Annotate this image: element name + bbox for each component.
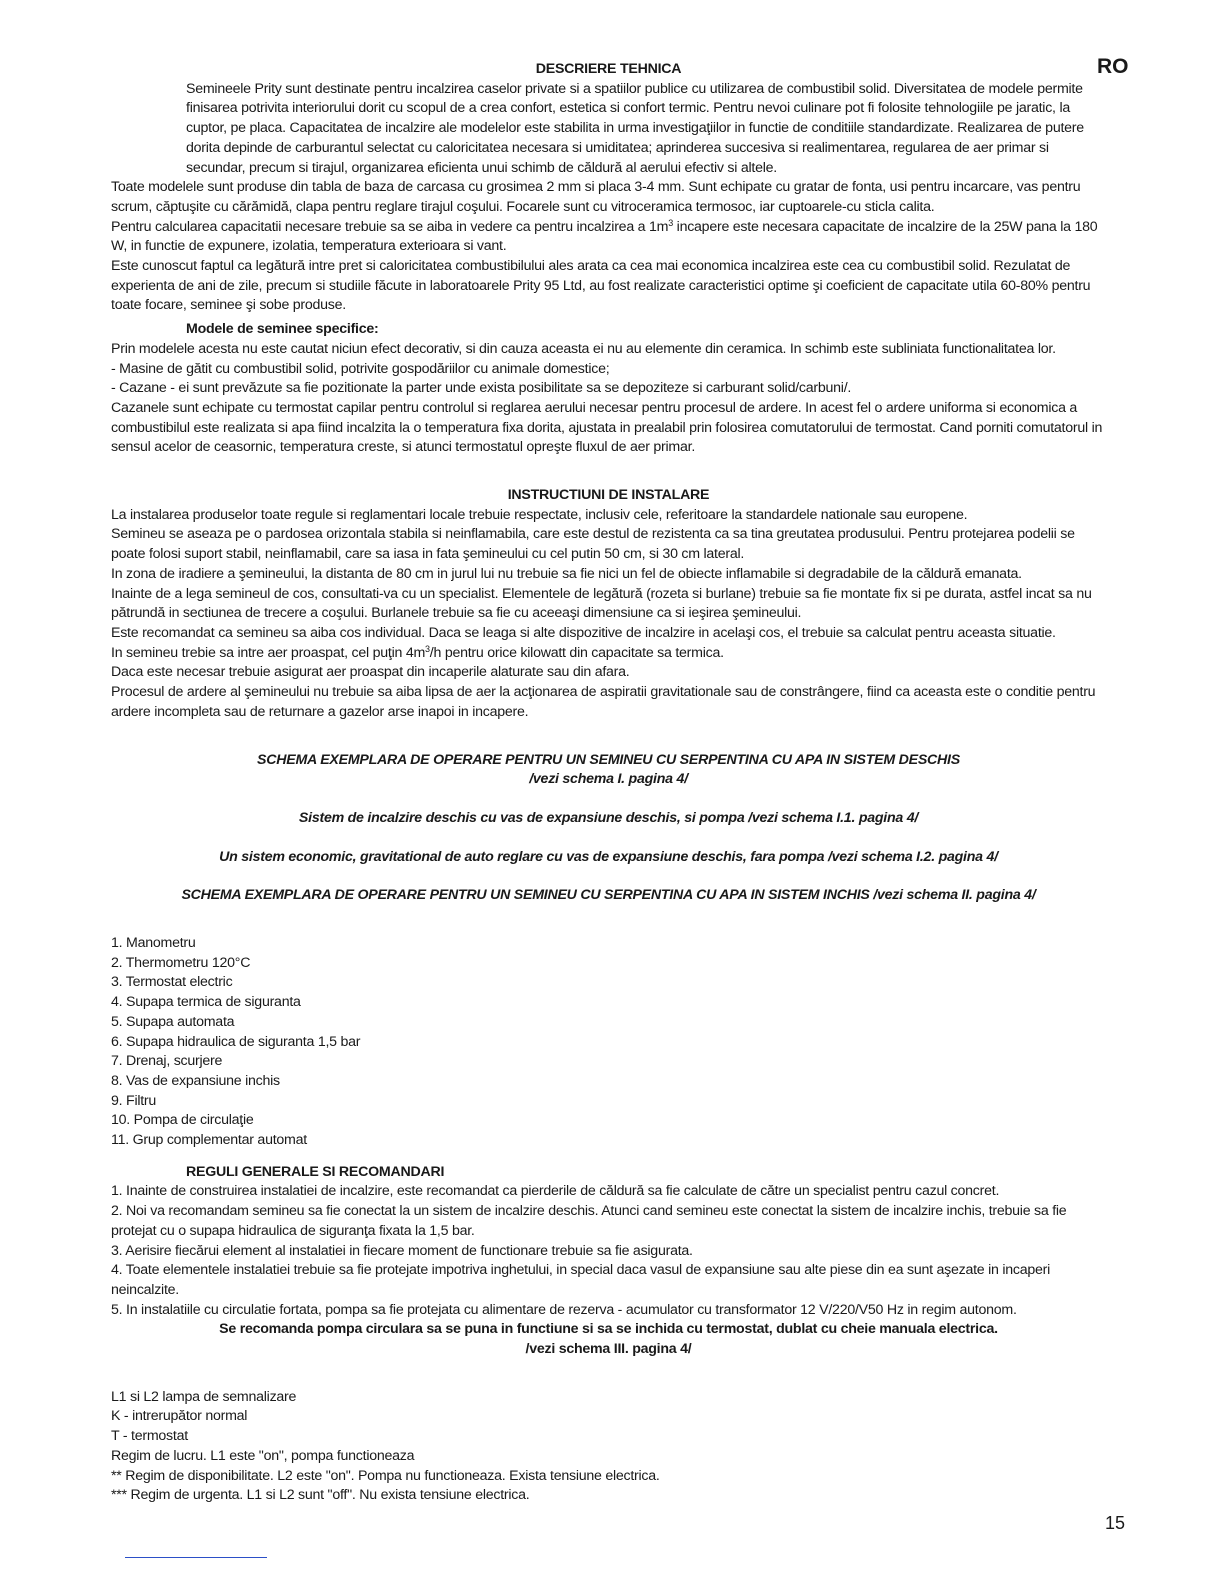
- rule-item: 3. Aerisire fiecărui element al instalatiei in fiecare moment de functionare trebuie sa fie asigurata.: [111, 1242, 693, 1259]
- rule-item: 5. In instalatiile cu circulatie fortata, pompa sa fie protejata cu alimentare de rezerva - acumulator cu transformator 12 V/220/V50 Hz in regim autonom.: [111, 1301, 1017, 1318]
- heading-descriere-tehnica: DESCRIERE TEHNICA: [535, 61, 682, 77]
- list-item: 6. Supapa hidraulica de siguranta 1,5 bar: [111, 1033, 361, 1050]
- paragraph: [111, 644, 1106, 664]
- pump-recommendation: Se recomanda pompa circulara sa se puna in functiune si sa se inchida cu termostat, dublat cu cheie manuala electrica.: [219, 1321, 998, 1338]
- legend-item: *** Regim de urgenta. L1 si L2 sunt "off". Nu exista tensiune electrica.: [111, 1487, 530, 1504]
- heading-instructiuni-instalare: INSTRUCTIUNI DE INSTALARE: [507, 487, 710, 504]
- paragraph: Semineele Prity sunt destinate pentru incalzirea caselor private si a spatiilor publice cu utilizarea de combustibil solid. Diversitatea de modele permite finisarea potrivita interiorului dorit cu scopul de a crea confort, estetica si confort termic. Pentru nevoi culinare pot fi folosite tehnologiile pe jaratic, la cuptor, pe placa. Capacitatea de incalzire ale modelelor este stabilita in urma investigaţiilor in functie de conditiile standardizate. Realizarea de putere dorita depinde de carburantul selectat cu caloricitatea necesara si umiditatea; aprinderea succesiva si realimentarea, regularea de aer primar si secundar, precum si tirajul, organizarea eficienta unui schimb de căldură al aerului efectiv si altele.: [186, 80, 1084, 176]
- section-descriere-tehnica: [111, 60, 1106, 316]
- page-number: 15: [1105, 1513, 1126, 1533]
- list-item: 1. Manometru: [111, 935, 196, 952]
- language-code: RO: [1097, 55, 1129, 78]
- list-item: 11. Grup complementar automat: [111, 1132, 307, 1149]
- rule-item: 4. Toate elementele instalatiei trebuie sa fie protejate impotriva inghetului, in special daca vasul de expansiune sau alte piese din ea sunt aşezate in incaperi neincalzite.: [111, 1262, 1051, 1298]
- section-scheme: [111, 751, 1106, 907]
- paragraph: In zona de iradiere a şemineului, la distanta de 80 cm in jurul lui nu trebuie sa fie nici un fel de obiecte inflamabile si degradabile de la căldură emanata.: [111, 565, 1022, 582]
- rule-item: 2. Noi va recomandam semineu sa fie conectat la un sistem de incalzire deschis. Atunci cand semineu este conectat la sistem de incalzire inchis, trebuie sa fie protejat cu o supapa hidraulica de siguranţa fixata la 1,5 bar.: [111, 1203, 1067, 1239]
- paragraph: - Masine de gătit cu combustibil solid, potrivite gospodăriilor cu animale domestice;: [111, 360, 610, 377]
- legend-item: K - intrerupător normal: [111, 1408, 248, 1425]
- paragraph: Semineu se aseaza pe o pardosea orizontala stabila si neinflamabila, care este destul de rezistenta ca sa tina greutatea produsului. Pentru protejarea podelii se poate folosi suport stabil, neinflamabil, care sa iasa in fata şemineului cu cel putin 50 cm, si 30 cm lateral.: [111, 526, 1075, 563]
- legend-list: [111, 1388, 1106, 1506]
- paragraph: Toate modelele sunt produse din tabla de baza de carcasa cu grosimea 2 mm si placa 3-4 mm. Sunt echipate cu gratar de fonta, usi pentru incarcare, vas pentru scrum, căptuşite cu cărămidă, clapa pentru reglare tirajul coşului. Focarele sunt cu vitroceramica termosoc, iar cuptoarele-cu sticla calita.: [111, 179, 1081, 215]
- legend-item: Regim de lucru. L1 este "on", pompa functioneaza: [111, 1447, 415, 1464]
- footer-rule: [125, 1557, 267, 1558]
- components-list: [111, 934, 1106, 1151]
- paragraph: Prin modelele acesta nu este cautat niciun efect decorativ, si din cauza aceasta ei nu au elemente din ceramica. In schimb este subliniata functionalitatea lor.: [111, 340, 1056, 357]
- text-span: /h pentru orice kilowatt din capacitate sa termica.: [429, 644, 724, 661]
- schema-open-pump: Sistem de incalzire deschis cu vas de expansiune deschis, si pompa /vezi schema I.1. pagina 4/: [298, 809, 919, 826]
- section-modele: [111, 320, 1106, 458]
- list-item: 9. Filtru: [111, 1092, 157, 1109]
- paragraph: Cazanele sunt echipate cu termostat capilar pentru controlul si reglarea aerului necesar pentru procesul de ardere. In acest fel o ardere uniforma si economica a combustibilul este realizata si apa fiind incalzita la o temperatura fixa dorita, ajustata in prealabil prin folosirea comutatorului de termostat. Cand porniti comutatorul in sensul acelor de ceasornic, temperatura creste, si atunci termostatul opreşte fluxul de aer primar.: [111, 399, 1103, 456]
- schema-open-title: SCHEMA EXEMPLARA DE OPERARE PENTRU UN SEMINEU CU SERPENTINA CU APA IN SISTEM DESCHIS: [257, 751, 960, 768]
- heading-modele-specifice: Modele de seminee specifice:: [186, 321, 379, 338]
- paragraph: La instalarea produselor toate regule si reglamentari locale trebuie respectate, inclusiv cele, referitoare la standardele nationale sau europene.: [111, 506, 968, 523]
- legend-item: L1 si L2 lampa de semnalizare: [111, 1388, 297, 1405]
- legend-item: ** Regim de disponibilitate. L2 este "on". Pompa nu functioneaza. Exista tensiune electrica.: [111, 1467, 660, 1484]
- section-reguli: [111, 1163, 1106, 1360]
- paragraph: Este recomandat ca semineu sa aiba cos individual. Daca se leaga si alte dispozitive de incalzire in acelaşi cos, el trebuie sa calculat pentru aceasta situatie.: [111, 624, 1056, 641]
- section-instructiuni: [111, 486, 1106, 722]
- rule-item: 1. Inainte de construirea instalatiei de incalzire, este recomandat ca pierderile de căldură sa fie calculate de către un specialist pentru cazul concret.: [111, 1183, 1000, 1200]
- paragraph: [111, 218, 1106, 257]
- schema-iii-reference: /vezi schema III. pagina 4/: [525, 1341, 692, 1358]
- heading-reguli-generale: REGULI GENERALE SI RECOMANDARI: [186, 1163, 445, 1180]
- list-item: 5. Supapa automata: [111, 1013, 235, 1030]
- list-item: 7. Drenaj, scurjere: [111, 1053, 223, 1070]
- document-page: [111, 60, 1106, 1506]
- list-item: 8. Vas de expansiune inchis: [111, 1072, 280, 1089]
- superscript: 3: [425, 643, 430, 654]
- schema-open-reference: /vezi schema I. pagina 4/: [529, 771, 688, 788]
- list-item: 10. Pompa de circulaţie: [111, 1112, 254, 1129]
- legend-item: T - termostat: [111, 1428, 188, 1445]
- paragraph: - Cazane - ei sunt prevăzute sa fie pozitionate la parter unde exista posibilitate sa se depoziteze si carburant solid/carbuni/.: [111, 380, 852, 397]
- text-span: Pentru calcularea capacitatii necesare trebuie sa se aiba in vedere ca pentru incalzirea a 1m: [111, 218, 669, 235]
- list-item: 4. Supapa termica de siguranta: [111, 994, 301, 1011]
- schema-closed-title: SCHEMA EXEMPLARA DE OPERARE PENTRU UN SEMINEU CU SERPENTINA CU APA IN SISTEM INCHIS /vezi schema II. pagina 4/: [181, 887, 1036, 904]
- paragraph: Este cunoscut faptul ca legătură intre pret si caloricitatea combustibilului ales arata ca cea mai economica incalzirea este cea cu combustibil solid. Rezulatat de experienta de ani de zile, precum si studiile făcute in laboratoarele Prity 95 Ltd, au fost realizate caracteristici optime şi coeficient de capacitate utila 60-80% pentru toate focare, seminee şi sobe produse.: [111, 258, 1091, 314]
- text-span: incapere este necesara capacitate de incalzire de la 25W pana la 180 W, in functie de expunere, izolatia, temperatura exterioara si vant.: [111, 218, 1098, 255]
- list-item: 2. Thermometru 120°C: [111, 954, 251, 971]
- paragraph: Procesul de ardere al şemineului nu trebuie sa aiba lipsa de aer la acţionarea de aspiratii gravitationale sau de constrângere, fiind ca aceasta este o conditie pentru ardere incompleta sau de returnare a gazelor arse inapoi in incapere.: [111, 684, 1096, 720]
- superscript: 3: [668, 217, 673, 228]
- list-item: 3. Termostat electric: [111, 974, 233, 991]
- schema-open-gravitational: Un sistem economic, gravitational de auto reglare cu vas de expansiune deschis, fara pompa /vezi schema I.2. pagina 4/: [219, 848, 998, 865]
- paragraph: Daca este necesar trebuie asigurat aer proaspat din incaperile alaturate sau din afara.: [111, 664, 630, 681]
- text-span: In semineu trebie sa intre aer proaspat, cel puţin 4m: [111, 644, 426, 661]
- paragraph: Inainte de a lega semineul de cos, consultati-va cu un specialist. Elementele de legătură (rozeta si burlane) trebuie sa fie montate fix si pe durata, astfel incat sa nu pătrundă in sectiunea de trecere a coşului. Burlanele trebuie sa fie cu aceeaşi dimensiune ca si ieşirea şemineului.: [111, 585, 1092, 622]
